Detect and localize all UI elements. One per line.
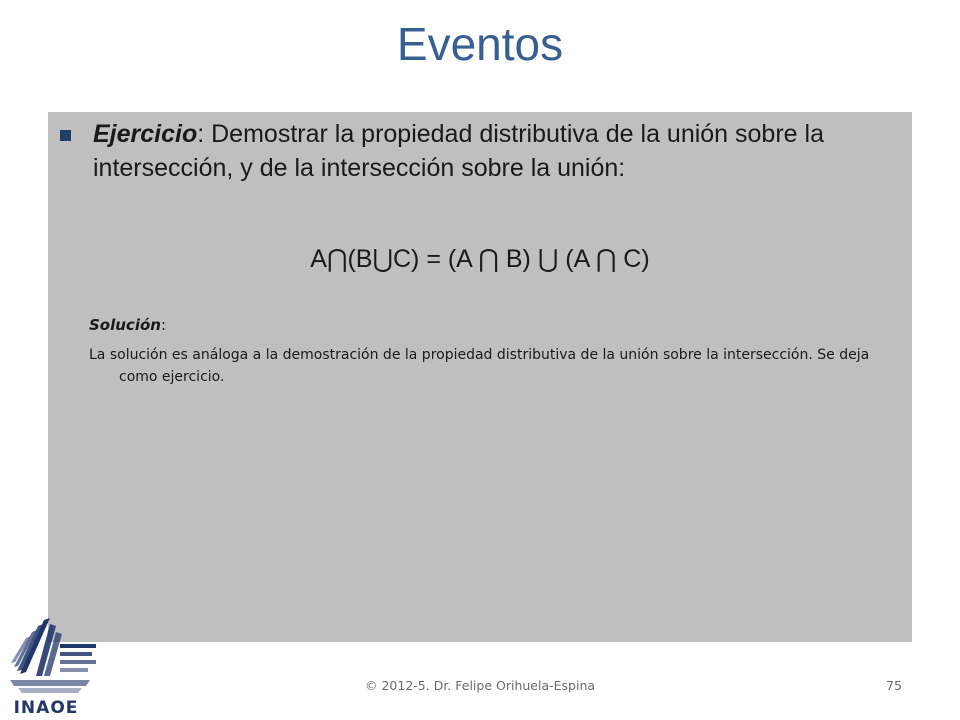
solution-label-suffix: : [160, 316, 167, 334]
slide-title: Eventos [396, 18, 564, 70]
content-box [48, 112, 912, 642]
solution-heading [89, 316, 166, 334]
exercise-statement: : Demostrar la propiedad distributiva de la unión sobre la intersección, y de la intersección sobre la unión: [93, 120, 824, 182]
inaoe-logo [4, 614, 100, 720]
distributive-formula: A⋂(B⋃C) = (A ⋂ B) ⋃ (A ⋂ C) [310, 245, 650, 273]
square-bullet-icon [60, 130, 71, 141]
footer-copyright: © 2012-5. Dr. Felipe Orihuela-Espina [365, 678, 596, 693]
bullet-text [93, 118, 903, 185]
exercise-term: Ejercicio [93, 120, 198, 148]
inaoe-logo-text: INAOE [13, 698, 79, 718]
page-number: 75 [886, 678, 902, 693]
solution-text: La solución es análoga a la demostración de la propiedad distributiva de la unión sobre la intersección. Se deja como ejercicio. [89, 347, 870, 386]
inaoe-emblem-icon [4, 614, 100, 698]
solution-label: Solución [89, 316, 161, 334]
